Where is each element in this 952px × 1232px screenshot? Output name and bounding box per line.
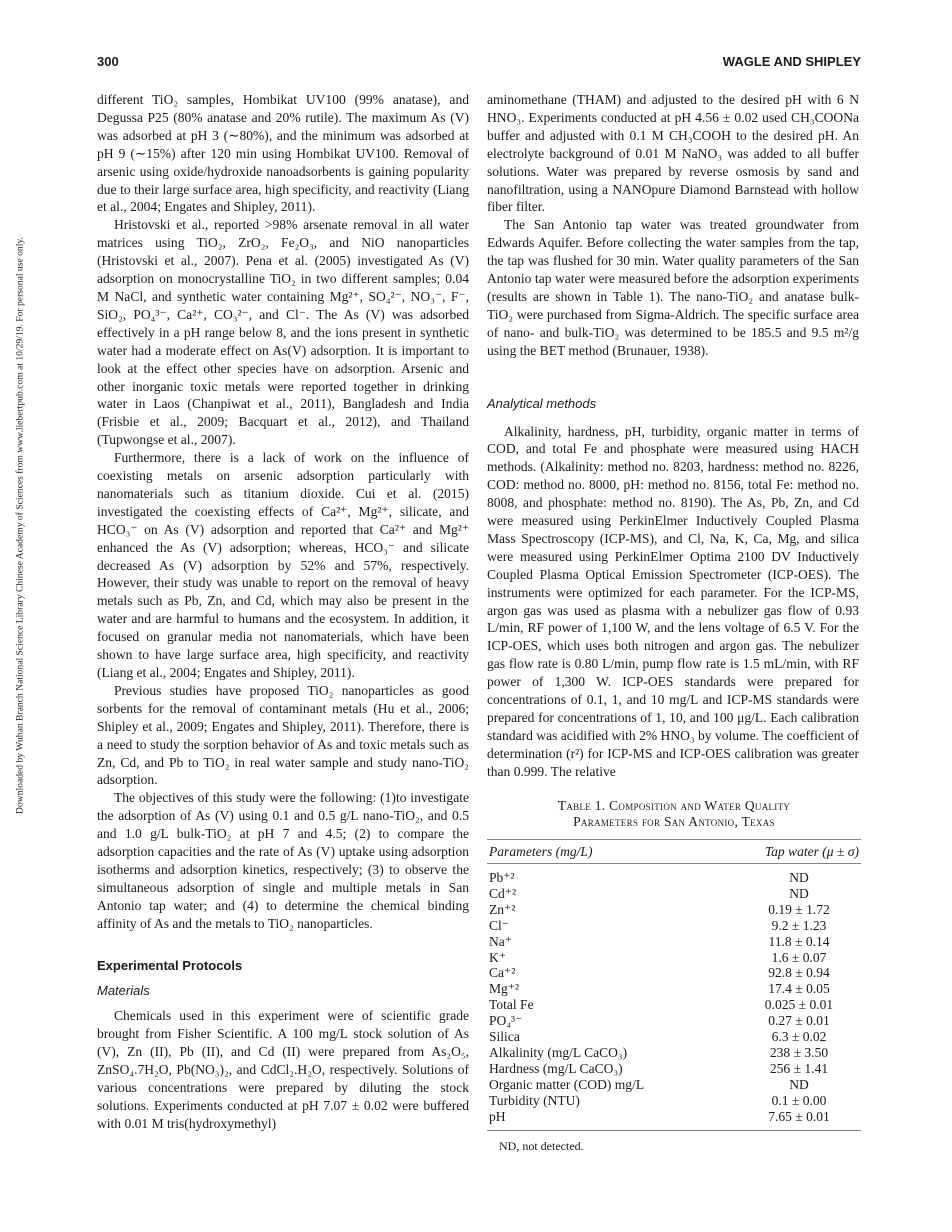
right-column: [487, 91, 859, 781]
value-cell: 1.6 ± 0.07: [771, 949, 827, 965]
paragraph: different TiO₂ samples, Hombikat UV100 (99% anatase), and Degussa P25 (80% anatase and 20% rutile). The maximum As (V) was adsorbed at pH 3 (∼80%), and the minimum was adsorbed at pH 9 (∼15%) after 120 min using Hombikat UV100. Removal of arsenic using oxide/hydroxide nanoadsorbents is gaining popularity due to their large surface area, high specificity, and reactivity (Liang et al., 2004; Engates and Shipley, 2011).: [97, 92, 469, 215]
table-row: [487, 965, 861, 981]
column-header: Tap water (μ ± σ): [764, 844, 859, 859]
parameter-cell: pH: [489, 1108, 506, 1124]
paragraph: Furthermore, there is a lack of work on the influence of coexisting metals on arsenic adsorption particularly with nanomaterials such as titanium dioxide. Cui et al. (2015) investigated the coexisting effects of Ca²⁺, Mg²⁺, silicate, and HCO₃⁻ on As (V) adsorption and reported that Ca²⁺ and Mg²⁺ enhanced the As (V) adsorption; whereas, HCO₃⁻ and silicate decreased As (V) adsorption by 52% and 57%, respectively. However, their study was unable to report on the removal of heavy metals such as Pb, Zn, and Cd, which may also be present in the water and are harmful to humans and the ecosystem. In addition, it focused on granular media not nanomaterials, which have been shown to have large surface area, high specificity, and reactivity (Liang et al., 2004; Engates and Shipley, 2011).: [97, 450, 469, 680]
paragraph: The objectives of this study were the following: (1)to investigate the adsorption of As (V) using 0.1 and 0.5 g/L nano-TiO₂, and 0.5 and 1.0 g/L bulk-TiO₂ at pH 7 and 4.5; (2) to compare the adsorption capacities and the rate of As (V) uptake using adsorption isotherms and adsorption kinetics, respectively; (3) to observe the simultaneous adsorption of single and multiple metals in San Antonio tap water; and (4) to determine the chemical binding affinity of As and the metals to TiO₂ nanoparticles.: [97, 790, 469, 931]
paragraph: Previous studies have proposed TiO₂ nanoparticles as good sorbents for the removal of contaminant metals (Hu et al., 2006; Shipley et al., 2009; Engates and Shipley, 2011). Therefore, there is a need to study the sorption behavior of As and toxic metals such as Zn, Cd, and Pb to TiO₂ in real water sample and study nano-TiO₂ adsorption.: [97, 682, 469, 788]
table-header: [487, 840, 861, 863]
value-cell: 0.025 ± 0.01: [764, 997, 834, 1013]
paragraph: Chemicals used in this experiment were of scientific grade brought from Fisher Scientific. A 100 mg/L stock solution of As (V), Zn (II), Pb (II), and Cd (II) were prepared from As₂O₅, ZnSO₄.7H₂O, Pb(NO₃)₂, and CdCl₂.H₂O, respectively. Solutions of various concentrations were prepared by diluting the stock solutions. Experiments conducted at pH 7.07 ± 0.02 were buffered with 0.01 M tris(hydroxymethyl): [97, 1008, 469, 1131]
left-column: [97, 91, 469, 1133]
value-cell: 17.4 ± 0.05: [768, 981, 830, 997]
table-footnote: ND, not detected.: [499, 1138, 584, 1153]
value-cell: 92.8 ± 0.94: [768, 965, 830, 981]
parameter-cell: Organic matter (COD) mg/L: [489, 1076, 645, 1092]
parameter-cell: Cl⁻: [489, 917, 509, 933]
parameter-cell: Ca⁺²: [489, 965, 516, 981]
value-cell: 256 ± 1.41: [769, 1060, 829, 1076]
table-1: [487, 798, 861, 1154]
value-cell: 0.1 ± 0.00: [771, 1092, 827, 1108]
value-cell: ND: [789, 885, 809, 901]
paragraph: Alkalinity, hardness, pH, turbidity, organic matter in terms of COD, and total Fe and phosphate were measured using HACH methods. (Alkalinity: method no. 8203, hardness: method no. 8226, COD: method no. 8000, pH: method no. 8156, total Fe: method no. 8008, and phosphate: method no. 8190). The As, Pb, Zn, and Cd were measured using PerkinElmer Inductively Coupled Plasma Mass Spectroscopy (ICP-MS), and Cl, Na, K, Ca, Mg, and silica were measured using PerkinElmer Optima 2100 DV Inductively Coupled Plasma Optical Emission Spectrometer (ICP-OES). The instruments were optimized for each parameter. For the ICP-MS, argon gas was used as plasma with a nebulizer gas flow of 0.93 L/min, RF power of 1,100 W, and the lens voltage of 6.5 V. For the ICP-OES, which uses both nitrogen and argon gas. The nebulizer gas flow rate is 0.80 L/min, pump flow rate is 1.5 mL/min, with RF power of 1,300 W. ICP-OES standards were prepared for concentrations of 0.1, 1, and 10 mg/L and ICP-MS standards were prepared for concentrations of 1, 10, and 100 μg/L. Each calibration standard was acidified with 2% HNO₃ by volume. The coefficient of determination (r²) for ICP-MS and ICP-OES calibration was greater than 0.999. The relative: [487, 423, 859, 779]
value-cell: 11.8 ± 0.14: [768, 933, 830, 949]
value-cell: 6.3 ± 0.02: [771, 1029, 827, 1045]
subsection-heading: Analytical methods: [487, 395, 597, 411]
paragraph: The San Antonio tap water was treated groundwater from Edwards Aquifer. Before collecting the water samples from the tap, the tap was flushed for 30 min. Water quality parameters of the San Antonio tap water were measured before the adsorption experiments (results are shown in Table 1). The nano-TiO₂ and anatase bulk-TiO₂ were purchased from Sigma-Aldrich. The specific surface area of nano- and bulk-TiO₂ was determined to be 185.5 and 9.5 m²/g using the BET method (Brunauer, 1938).: [487, 217, 859, 358]
paragraph: Hristovski et al., reported >98% arsenate removal in all water matrices using TiO₂, ZrO₂, Fe₂O₃, and NiO nanoparticles (Hristovski et al., 2007). Pena et al. (2005) investigated As (V) adsorption on monocrystalline TiO₂ in two different samples; 0.04 M NaCl, and synthetic water containing Mg²⁺, SO₄²⁻, NO₃⁻, F⁻, SiO₂, PO₄³⁻, Ca²⁺, CO₃²⁻, and Cl⁻. The As (V) was adsorbed effectively in a pH range below 8, and the ions present in synthetic water had a moderate effect on As(V) adsorption. It is important to look at the effect other species have on adsorption. Arsenic and other inorganic toxic metals were reported together in drinking water in Laos (Chanpiwat et al., 2011), Bangladesh and India (Frisbie et al., 2009; Bacquart et al., 2012), and Thailand (Tupwongse et al., 2007).: [97, 217, 469, 448]
parameter-cell: K⁺: [489, 949, 506, 965]
column-header: Parameters (mg/L): [489, 844, 593, 859]
value-cell: 238 ± 3.50: [769, 1044, 829, 1060]
parameter-cell: Total Fe: [489, 997, 534, 1013]
page-number: 300: [97, 54, 119, 69]
table-row: [487, 934, 861, 950]
parameter-cell: Turbidity (NTU): [489, 1092, 580, 1108]
table-row: [487, 1013, 861, 1029]
divider: [487, 1130, 861, 1131]
table-row: [487, 870, 861, 886]
parameter-cell: Hardness (mg/L CaCO₃): [489, 1060, 623, 1076]
table-row: [487, 1109, 861, 1125]
table-row: [487, 1045, 861, 1061]
parameter-cell: Mg⁺²: [489, 981, 520, 997]
parameter-cell: Cd⁺²: [489, 885, 517, 901]
value-cell: 7.65 ± 0.01: [768, 1108, 830, 1124]
parameter-cell: Alkalinity (mg/L CaCO₃): [489, 1044, 628, 1060]
table-row: [487, 1061, 861, 1077]
parameter-cell: PO₄³⁻: [489, 1013, 523, 1029]
table-caption: Parameters for San Antonio, Texas: [573, 814, 775, 829]
parameter-cell: Silica: [489, 1029, 520, 1045]
paragraph: aminomethane (THAM) and adjusted to the desired pH with 6 N HNO₃. Experiments conducted at pH 4.56 ± 0.02 used CH₃COONa buffer and adjusted with 0.1 M CH₃COOH to the desired pH. An electrolyte background of 0.01 M NaNO₃ was added to all buffer solutions. Water was prepared by reverse osmosis by sand and nanofiltration, using a NANOpure Diamond Barnstead with hollow fiber filter.: [487, 92, 859, 215]
divider: [487, 863, 861, 864]
table-row: [487, 981, 861, 997]
download-notice: Downloaded by Wuhan Branch National Science Library Chinese Academy of Sciences from www.liebertpub.com at 10/29/19. For personal use only.: [14, 237, 26, 814]
table-row: [487, 902, 861, 918]
value-cell: 0.19 ± 1.72: [768, 901, 830, 917]
parameter-cell: Pb⁺²: [489, 870, 515, 885]
table-row: [487, 1093, 861, 1109]
value-cell: 9.2 ± 1.23: [771, 917, 827, 933]
value-cell: ND: [789, 870, 809, 885]
parameter-cell: Na⁺: [489, 933, 512, 949]
section-heading: Experimental Protocols: [97, 957, 243, 973]
subsection-heading: Materials: [97, 982, 150, 998]
table-row: [487, 1029, 861, 1045]
value-cell: ND: [789, 1076, 809, 1092]
table-caption: Table 1. Composition and Water Quality: [557, 798, 791, 813]
running-title: WAGLE AND SHIPLEY: [722, 54, 861, 69]
table-row: [487, 1077, 861, 1093]
parameter-cell: Zn⁺²: [489, 901, 516, 917]
table-row: [487, 886, 861, 902]
table-row: [487, 997, 861, 1013]
table-row: [487, 918, 861, 934]
value-cell: 0.27 ± 0.01: [768, 1013, 830, 1029]
table-body: [487, 870, 861, 1125]
table-row: [487, 950, 861, 966]
